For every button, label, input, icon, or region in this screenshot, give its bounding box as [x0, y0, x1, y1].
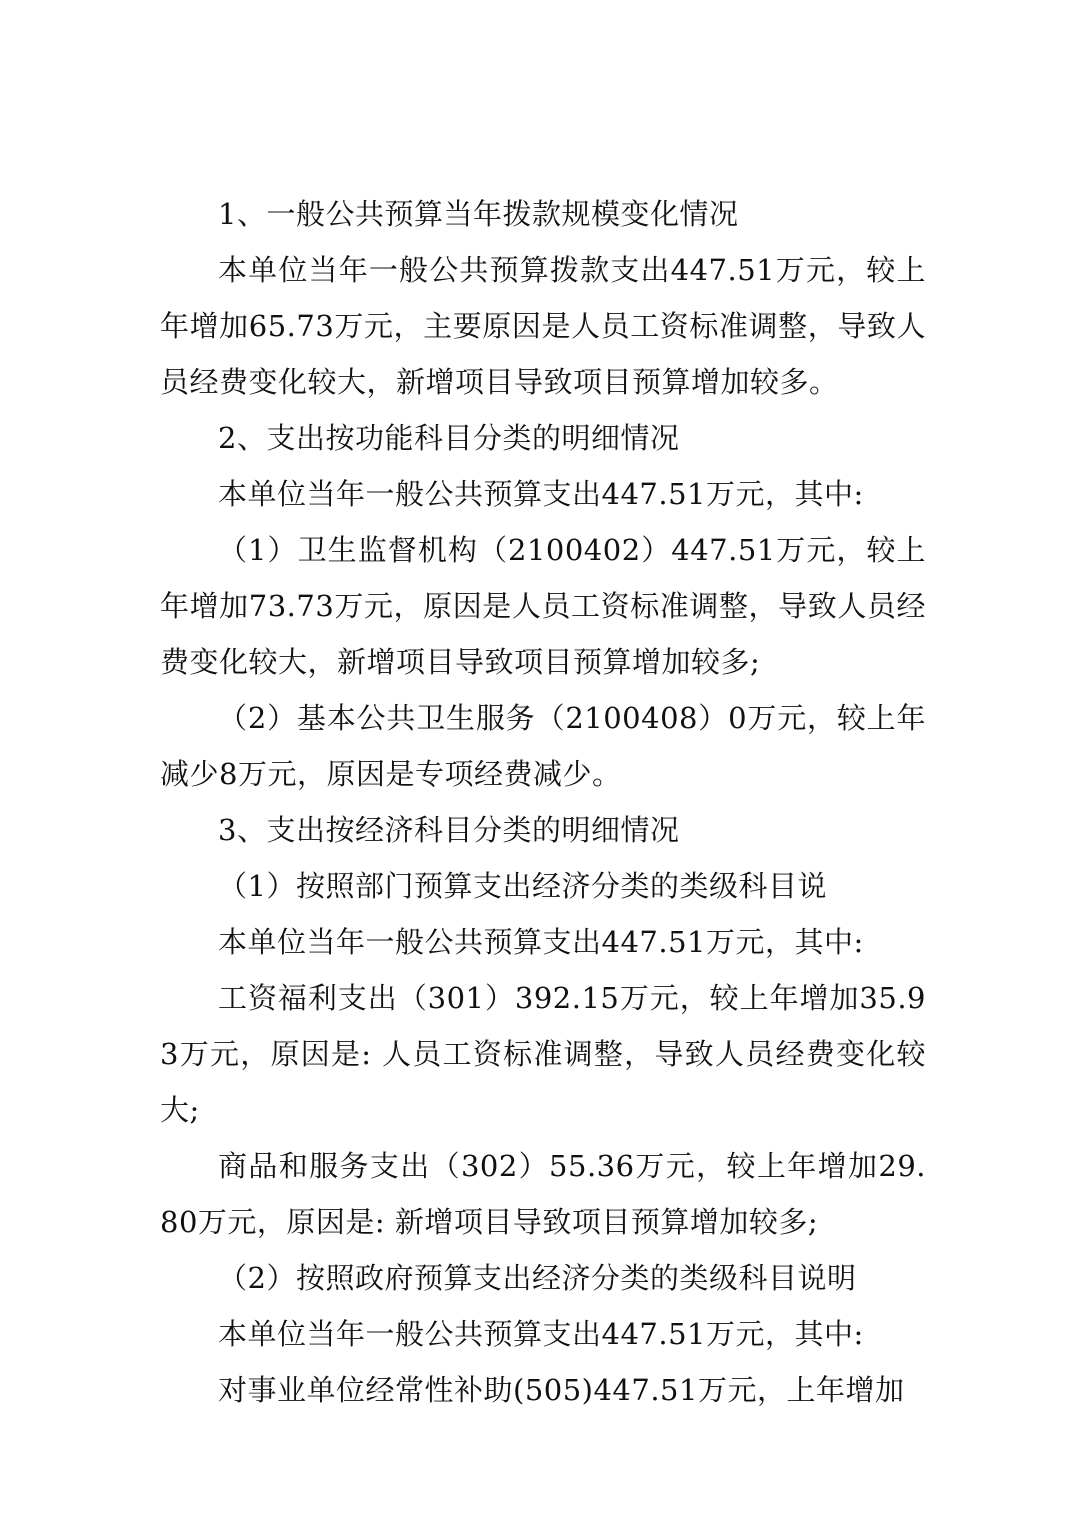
paragraph-functional-summary: 本单位当年一般公共预算支出447.51万元，其中: — [218, 477, 864, 511]
subsection-heading-department: （1）按照部门预算支出经济分类的类级科目说 — [218, 869, 827, 903]
paragraph-wages-welfare: 工资福利支出（301）392.15万元，较上年增加35.93万元，原因是: 人员工资标准调整，导致人员经费变化较大; — [160, 981, 926, 1127]
section-heading-2: 2、支出按功能科目分类的明细情况 — [218, 421, 680, 455]
paragraph-functional-item-1: （1）卫生监督机构（2100402）447.51万元，较上年增加73.73万元，原因是人员工资标准调整，导致人员经费变化较大，新增项目导致项目预算增加较多; — [160, 533, 926, 679]
document-body — [160, 186, 926, 1418]
paragraph-government-summary: 本单位当年一般公共预算支出447.51万元，其中: — [218, 1317, 864, 1351]
paragraph-budget-change: 本单位当年一般公共预算拨款支出447.51万元，较上年增加65.73万元，主要原因是人员工资标准调整，导致人员经费变化较大，新增项目导致项目预算增加较多。 — [160, 253, 926, 399]
section-heading-3: 3、支出按经济科目分类的明细情况 — [218, 813, 680, 847]
paragraph-goods-services: 商品和服务支出（302）55.36万元，较上年增加29.80万元，原因是: 新增项目导致项目预算增加较多; — [160, 1149, 926, 1239]
section-heading-1: 1、一般公共预算当年拨款规模变化情况 — [218, 197, 739, 231]
paragraph-functional-item-2: （2）基本公共卫生服务（2100408）0万元，较上年减少8万元，原因是专项经费减少。 — [160, 701, 926, 791]
paragraph-institution-subsidy: 对事业单位经常性补助(505)447.51万元，上年增加 — [218, 1373, 905, 1407]
paragraph-economic-summary: 本单位当年一般公共预算支出447.51万元，其中: — [218, 925, 864, 959]
subsection-heading-government: （2）按照政府预算支出经济分类的类级科目说明 — [218, 1261, 857, 1295]
